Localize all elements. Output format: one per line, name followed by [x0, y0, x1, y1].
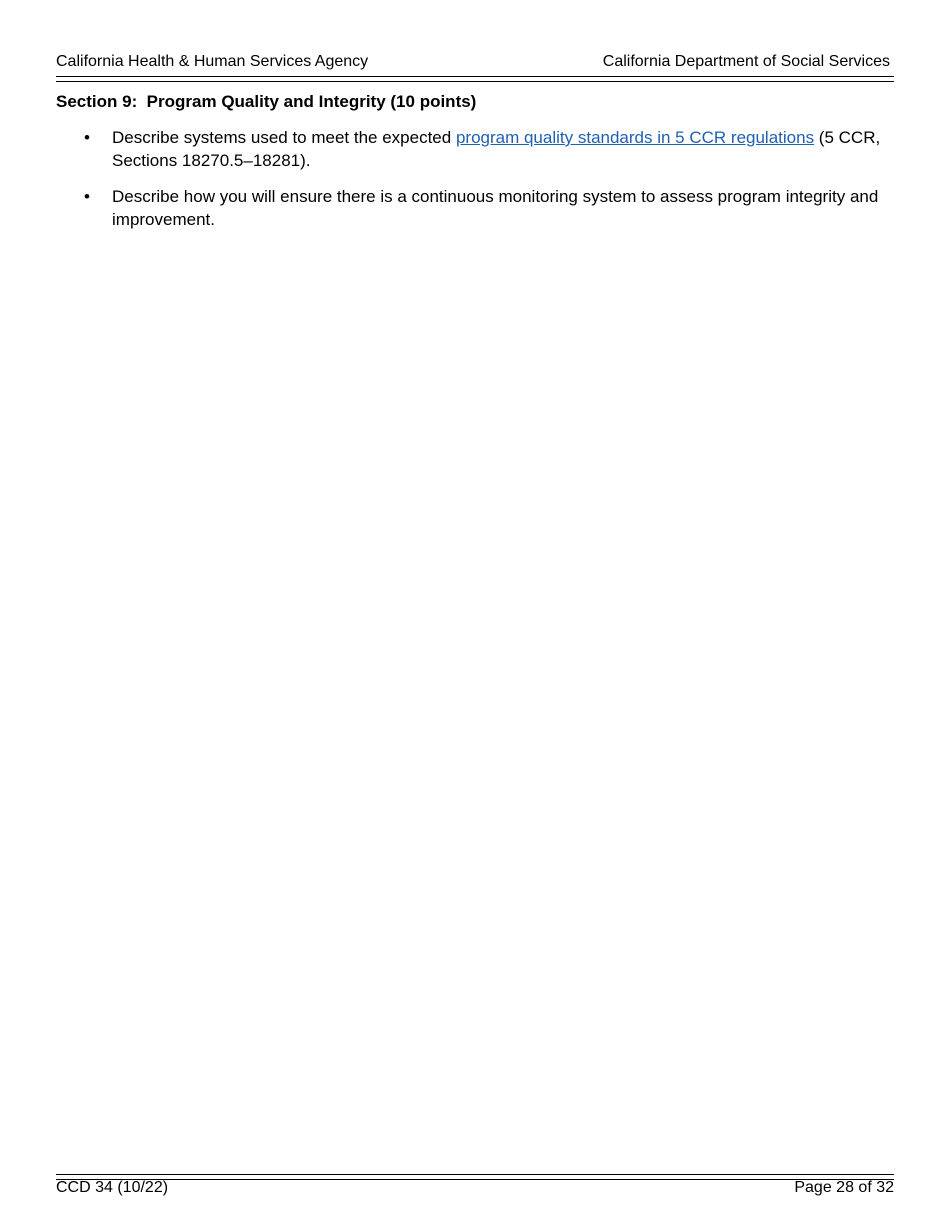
ccr-regulations-link[interactable]: program quality standards in 5 CCR regulations [455, 128, 815, 147]
list-item-text: Describe how you will ensure there is a continuous monitoring system to assess program integrity and improvement. [112, 187, 879, 229]
list-item-text-suffix: (5 CCR, Sections 18270.5–18281). [112, 128, 881, 170]
requirements-list [56, 126, 894, 244]
section-title: Section 9: Program Quality and Integrity (10 points) [56, 92, 477, 111]
list-item-text: Describe systems used to meet the expected [112, 128, 456, 147]
page-footer [56, 1178, 894, 1200]
page-number: Page 28 of 32 [794, 1179, 894, 1196]
list-item [56, 185, 894, 231]
bullet-icon: • [84, 128, 90, 147]
list-item [56, 126, 894, 172]
form-number: CCD 34 (10/22) [56, 1179, 169, 1196]
header-department-name: California Department of Social Services [602, 53, 890, 70]
header-agency-name: California Health & Human Services Agency [56, 53, 369, 70]
page-header [56, 52, 894, 74]
bullet-icon: • [84, 187, 90, 206]
header-double-rule [56, 76, 894, 82]
